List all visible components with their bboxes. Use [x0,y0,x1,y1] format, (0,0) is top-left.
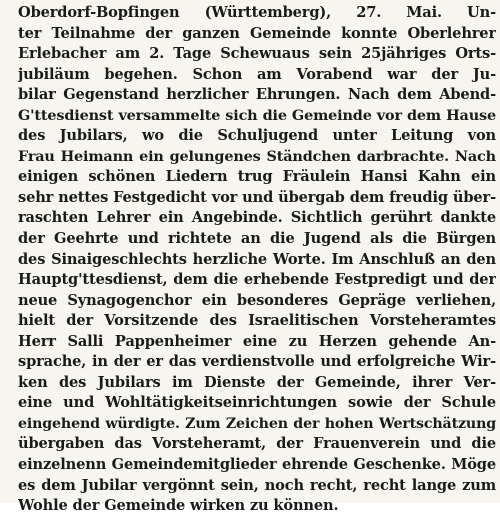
article-line: der Geehrte und richtete an die Jugend als die Bürgen [18,230,496,248]
article-line: neue Synagogenchor ein besonderes Gepräge verliehen, [18,291,496,309]
article-line: eingehend würdigte. Zum Zeichen der hohen Wertschätzung [18,415,496,432]
article-line: bilar Gegenstand herzlicher Ehrungen. Nach dem Abend- [18,86,496,104]
article-line: sprache, in der er das verdienstvolle und erfolgreiche Wir- [18,353,496,371]
article-line: einigen schönen Liedern trug Fräulein Hansi Kahn ein [18,168,496,186]
article-line: raschten Lehrer ein Angebinde. Sichtlich gerührt dankte [18,209,496,227]
article-line: einzelnenn Gemeindemitglieder ehrende Geschenke. Möge [18,456,496,474]
article-line: ken des Jubilars im Dienste der Gemeinde, ihrer Ver- [18,373,496,391]
article-line: des Sinaigeschlechts herzliche Worte. Im Anschluß an den [18,250,496,268]
article-line: Hauptg'ttesdienst, dem die erhebende Festpredigt und der [18,271,496,289]
article-line: Erlebacher am 2. Tage Schewuaus sein 25jähriges Orts- [18,45,496,63]
article-line: Frau Heimann ein gelungenes Ständchen darbrachte. Nach [18,147,496,165]
article-line: übergaben das Vorsteheramt, der Frauenverein und die [18,435,496,453]
article-line: es dem Jubilar vergönnt sein, noch recht, recht lange zum [18,476,496,494]
article-line: Herr Salli Pappenheimer eine zu Herzen gehende An- [18,332,496,350]
article-line: des Jubilars, wo die Schuljugend unter Leitung von [18,127,496,145]
article-line: hielt der Vorsitzende des Israelitischen Vorsteheramtes [18,312,496,330]
article-line: Oberdorf-Bopfingen (Württemberg), 27. Mai. Un- [18,4,496,21]
article-line: ter Teilnahme der ganzen Gemeinde konnte Oberlehrer [18,24,496,42]
article-line: eine und Wohltätigkeitseinrichtungen sowie der Schule [18,394,496,412]
article-line: sehr nettes Festgedicht vor und übergab dem freudig über- [18,188,496,206]
article-line: jubiläum begehen. Schon am Vorabend war der Ju- [18,65,496,83]
article-line: G'ttesdienst versammelte sich die Gemeinde vor dem Hause [18,106,496,124]
article-line: Wohle der Gemeinde wirken zu können. [18,497,339,515]
